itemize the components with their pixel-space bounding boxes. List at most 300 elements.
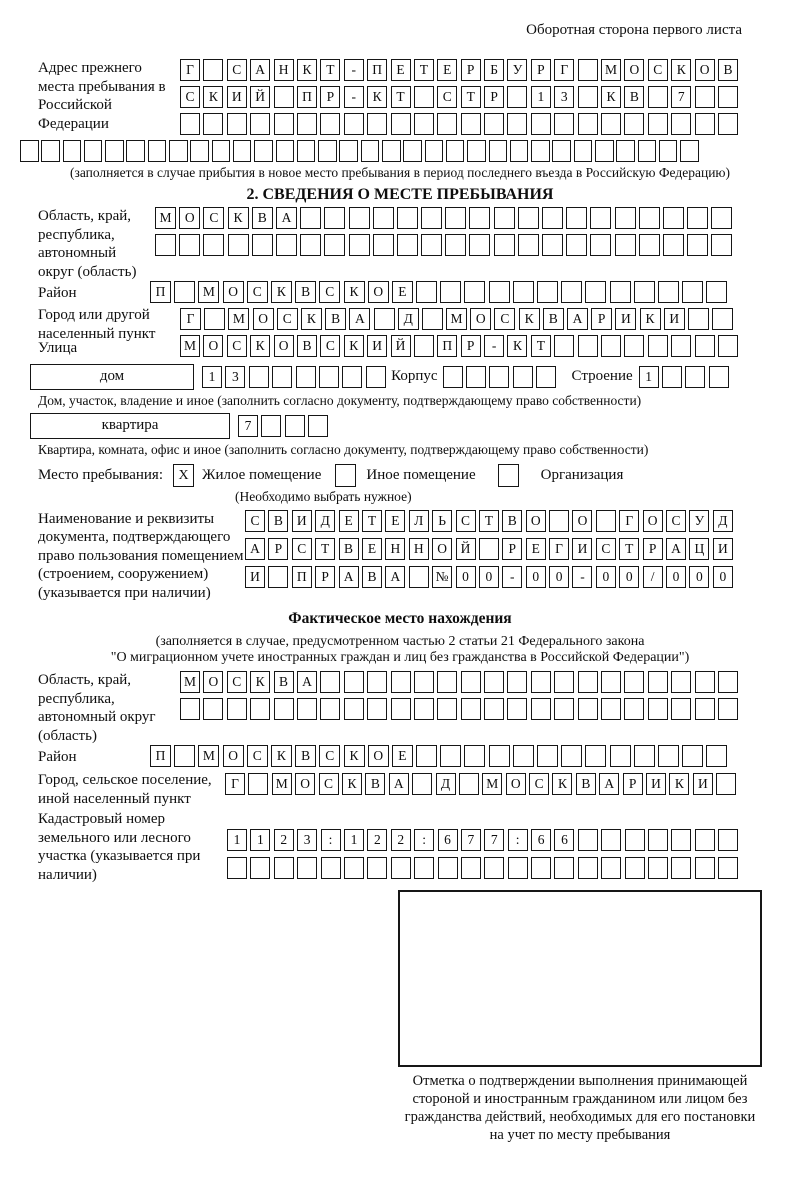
char-box: К (250, 671, 270, 693)
stay-type-checkbox-organization (498, 464, 519, 487)
char-box (391, 113, 411, 135)
char-box (537, 745, 558, 767)
char-box (671, 698, 691, 720)
char-box (601, 671, 621, 693)
char-box: Й (391, 335, 411, 357)
char-box: С (180, 86, 200, 108)
char-box: С (319, 281, 340, 303)
char-box: О (470, 308, 491, 330)
char-box: С (227, 671, 247, 693)
char-box: Н (409, 538, 429, 560)
char-box (126, 140, 145, 162)
char-box (339, 140, 358, 162)
char-box (397, 207, 418, 229)
stay-type-note: (Необходимо выбрать нужное) (235, 488, 412, 504)
char-box (671, 671, 691, 693)
char-box: 0 (526, 566, 546, 588)
char-box (639, 207, 660, 229)
char-box (274, 86, 294, 108)
char-box (671, 829, 691, 851)
char-box: М (446, 308, 467, 330)
char-box: Д (436, 773, 456, 795)
char-box (489, 366, 509, 388)
char-box (174, 745, 195, 767)
char-box: Е (339, 510, 359, 532)
char-box (190, 140, 209, 162)
house-box: дом (30, 364, 194, 390)
char-box: О (203, 671, 223, 693)
char-box (513, 281, 534, 303)
char-box: Д (315, 510, 335, 532)
char-box (518, 207, 539, 229)
street-block (0, 335, 800, 358)
char-box (105, 140, 124, 162)
char-box (554, 698, 574, 720)
char-box (467, 140, 486, 162)
char-box (566, 234, 587, 256)
char-box (595, 140, 614, 162)
char-box (662, 366, 682, 388)
city-row (180, 306, 736, 330)
char-box (297, 140, 316, 162)
char-box (180, 113, 200, 135)
char-box: 3 (297, 829, 317, 851)
char-box (671, 113, 691, 135)
char-box (349, 234, 370, 256)
char-box (367, 113, 387, 135)
char-box (658, 281, 679, 303)
stroenie-label: Строение (571, 368, 633, 385)
char-box (601, 829, 621, 851)
char-box (624, 698, 644, 720)
char-box: О (526, 510, 546, 532)
page-corner-note: Оборотная сторона первого листа (526, 22, 742, 38)
char-box: В (295, 745, 316, 767)
char-box: В (543, 308, 564, 330)
char-box (403, 140, 422, 162)
char-box (531, 671, 551, 693)
char-box: 3 (554, 86, 574, 108)
prev-address-note: (заполняется в случае прибытия в новое место пребывания в период последнего въезда в Российскую Федерацию) (69, 165, 731, 180)
char-box: К (342, 773, 362, 795)
char-box (494, 207, 515, 229)
char-box (252, 234, 273, 256)
char-box (397, 234, 418, 256)
char-box (489, 281, 510, 303)
char-box (344, 113, 364, 135)
char-box: 1 (227, 829, 247, 851)
char-box: - (344, 59, 364, 81)
char-box (300, 207, 321, 229)
prev-address-row-1 (180, 59, 741, 81)
stay-type-option-other-premises-label: Иное помещение (366, 466, 476, 483)
char-box (682, 281, 703, 303)
prev-address-row-4 (20, 140, 800, 162)
char-box (531, 698, 551, 720)
char-box (578, 857, 598, 879)
char-box: 2 (367, 829, 387, 851)
char-box (344, 671, 364, 693)
char-box: П (437, 335, 457, 357)
char-box (549, 510, 569, 532)
char-box (624, 335, 644, 357)
char-box (706, 281, 727, 303)
char-box: А (276, 207, 297, 229)
char-box (590, 207, 611, 229)
char-box (706, 745, 727, 767)
char-box (578, 113, 598, 135)
char-box (610, 745, 631, 767)
char-box: 0 (619, 566, 639, 588)
cadastre-block (0, 810, 800, 884)
char-box: 0 (479, 566, 499, 588)
document-label: Наименование и реквизиты документа, подтверждающего право пользования помещением (строением, сооружением) (указывается при наличии) (38, 510, 244, 601)
char-box (416, 281, 437, 303)
char-box (464, 281, 485, 303)
char-box (616, 140, 635, 162)
char-box (374, 308, 395, 330)
char-box: Е (392, 281, 413, 303)
char-box (484, 113, 504, 135)
char-box: О (274, 335, 294, 357)
char-box: 1 (202, 366, 222, 388)
char-box (638, 140, 657, 162)
char-box (285, 415, 305, 437)
char-box: Р (268, 538, 288, 560)
char-box: А (245, 538, 265, 560)
house-number-row (202, 366, 389, 388)
char-box: С (456, 510, 476, 532)
char-box (469, 234, 490, 256)
char-box: Т (414, 59, 434, 81)
actual-city-label: Город, сельское поселение, иной населенный пункт (38, 772, 212, 807)
char-box (169, 140, 188, 162)
char-box (695, 698, 715, 720)
char-box (446, 140, 465, 162)
char-box: Т (461, 86, 481, 108)
char-box (179, 234, 200, 256)
char-box (561, 281, 582, 303)
char-box: С (529, 773, 549, 795)
stay-type-checkbox-residential: X (173, 464, 194, 487)
cadastre-row-1 (227, 829, 742, 851)
char-box: С (292, 538, 312, 560)
district-row (150, 281, 731, 303)
char-box (682, 745, 703, 767)
char-box: 0 (689, 566, 709, 588)
char-box: У (507, 59, 527, 81)
char-box (508, 857, 528, 879)
char-box: 6 (438, 829, 458, 851)
char-box (709, 366, 729, 388)
char-box: Е (385, 510, 405, 532)
char-box (227, 113, 247, 135)
char-box (518, 234, 539, 256)
char-box (578, 335, 598, 357)
char-box (20, 140, 39, 162)
char-box: 0 (666, 566, 686, 588)
char-box: И (227, 86, 247, 108)
char-box (421, 234, 442, 256)
char-box: Е (437, 59, 457, 81)
char-box: Г (619, 510, 639, 532)
char-box: 0 (549, 566, 569, 588)
char-box: / (643, 566, 663, 588)
char-box (578, 671, 598, 693)
char-box (296, 366, 316, 388)
char-box (648, 698, 668, 720)
char-box: К (519, 308, 540, 330)
char-box (554, 857, 574, 879)
char-box: А (339, 566, 359, 588)
char-box: И (615, 308, 636, 330)
char-box (459, 773, 479, 795)
char-box: А (567, 308, 588, 330)
char-box (437, 113, 457, 135)
char-box: И (664, 308, 685, 330)
char-box: И (367, 335, 387, 357)
actual-location-note-2: "О миграционном учете иностранных граждан и лиц без гражданства в Российской Федерации") (110, 650, 690, 665)
char-box (391, 857, 411, 879)
stay-type-block (0, 464, 800, 487)
char-box: Р (643, 538, 663, 560)
char-box: М (180, 671, 200, 693)
char-box: О (179, 207, 200, 229)
char-box: О (506, 773, 526, 795)
char-box (494, 234, 515, 256)
char-box: С (247, 281, 268, 303)
char-box (625, 829, 645, 851)
char-box: С (277, 308, 298, 330)
char-box: Р (461, 335, 481, 357)
char-box (648, 829, 668, 851)
stay-type-label: Место пребывания: (38, 466, 163, 483)
char-box (276, 140, 295, 162)
region-block (0, 207, 800, 281)
char-box: 2 (391, 829, 411, 851)
char-box: В (339, 538, 359, 560)
house-note: Дом, участок, владение и иное (заполнить согласно документу, подтверждающему право собственности) (38, 392, 642, 408)
char-box (41, 140, 60, 162)
char-box (324, 234, 345, 256)
char-box (578, 829, 598, 851)
char-box (344, 857, 364, 879)
char-box (414, 113, 434, 135)
char-box (321, 857, 341, 879)
char-box: Н (274, 59, 294, 81)
char-box: М (198, 745, 219, 767)
char-box: В (268, 510, 288, 532)
char-box (610, 281, 631, 303)
char-box (367, 857, 387, 879)
char-box: Л (409, 510, 429, 532)
char-box: : (414, 829, 434, 851)
char-box (510, 140, 529, 162)
city-label: Город или другой населенный пункт (38, 307, 156, 342)
district-label: Район (38, 285, 77, 301)
char-box (615, 234, 636, 256)
char-box (272, 366, 292, 388)
char-box: 6 (531, 829, 551, 851)
char-box (414, 671, 434, 693)
char-box (685, 366, 705, 388)
char-box (461, 698, 481, 720)
char-box: О (368, 745, 389, 767)
house-block (0, 364, 800, 390)
char-box: С (227, 59, 247, 81)
char-box (507, 698, 527, 720)
char-box (440, 745, 461, 767)
char-box (349, 207, 370, 229)
char-box (300, 234, 321, 256)
apartment-number-row (238, 415, 332, 437)
char-box: 7 (671, 86, 691, 108)
char-box (554, 335, 574, 357)
korpus-label: Корпус (391, 368, 438, 385)
prev-address-block (0, 59, 800, 135)
section2-title: 2. СВЕДЕНИЯ О МЕСТЕ ПРЕБЫВАНИЯ (246, 186, 554, 203)
char-box: Ь (432, 510, 452, 532)
char-box (601, 335, 621, 357)
char-box (536, 366, 556, 388)
char-box: К (640, 308, 661, 330)
char-box (596, 510, 616, 532)
stay-type-option-organization-label: Организация (540, 466, 624, 483)
char-box (634, 745, 655, 767)
char-box: К (297, 59, 317, 81)
char-box: Е (362, 538, 382, 560)
char-box (718, 698, 738, 720)
char-box (578, 698, 598, 720)
char-box (421, 207, 442, 229)
actual-region-row-1 (180, 671, 741, 693)
char-box (204, 308, 225, 330)
char-box (507, 113, 527, 135)
char-box (297, 857, 317, 879)
char-box (297, 698, 317, 720)
char-box: О (295, 773, 315, 795)
char-box (203, 59, 223, 81)
char-box: М (228, 308, 249, 330)
char-box (297, 113, 317, 135)
char-box: Е (391, 59, 411, 81)
char-box (438, 857, 458, 879)
char-box: П (150, 281, 171, 303)
char-box: Т (479, 510, 499, 532)
prev-address-row-3 (180, 113, 741, 135)
char-box: 0 (456, 566, 476, 588)
char-box (688, 308, 709, 330)
document-row-1 (245, 510, 736, 532)
char-box (461, 113, 481, 135)
char-box: В (365, 773, 385, 795)
actual-region-block (0, 671, 800, 745)
char-box (445, 234, 466, 256)
char-box (227, 698, 247, 720)
char-box: 3 (225, 366, 245, 388)
char-box (624, 671, 644, 693)
char-box: М (272, 773, 292, 795)
char-box: - (502, 566, 522, 588)
char-box: Р (623, 773, 643, 795)
char-box (687, 234, 708, 256)
char-box (425, 140, 444, 162)
char-box (63, 140, 82, 162)
char-box: П (297, 86, 317, 108)
char-box: Т (619, 538, 639, 560)
char-box: П (367, 59, 387, 81)
char-box (484, 857, 504, 879)
document-row-3 (245, 566, 736, 588)
char-box (718, 671, 738, 693)
char-box: А (389, 773, 409, 795)
char-box (479, 538, 499, 560)
region-row-2 (155, 234, 736, 256)
char-box (625, 857, 645, 879)
char-box (391, 698, 411, 720)
char-box (695, 335, 715, 357)
char-box (249, 366, 269, 388)
char-box: В (362, 566, 382, 588)
char-box (585, 281, 606, 303)
char-box: С (648, 59, 668, 81)
char-box: Г (180, 308, 201, 330)
char-box: О (432, 538, 452, 560)
char-box (254, 140, 273, 162)
actual-district-row (150, 745, 731, 767)
char-box (680, 140, 699, 162)
char-box: В (576, 773, 596, 795)
korpus-row (443, 366, 560, 388)
char-box: И (713, 538, 733, 560)
char-box (585, 745, 606, 767)
char-box: 7 (238, 415, 258, 437)
char-box (367, 671, 387, 693)
char-box: В (252, 207, 273, 229)
char-box: М (180, 335, 200, 357)
char-box (513, 366, 533, 388)
char-box (671, 857, 691, 879)
char-box (203, 234, 224, 256)
stamp-caption: Отметка о подтверждении выполнения принимающей стороной и иностранным гражданином или лицом без гражданства действий, необходимых для его постановки на учет по месту пребывания (404, 1073, 756, 1143)
char-box: И (693, 773, 713, 795)
char-box (695, 857, 715, 879)
char-box (489, 745, 510, 767)
char-box (409, 566, 429, 588)
char-box (250, 857, 270, 879)
char-box (695, 86, 715, 108)
char-box: А (666, 538, 686, 560)
char-box: К (367, 86, 387, 108)
char-box: № (432, 566, 452, 588)
char-box: С (319, 745, 340, 767)
actual-region-row-2 (180, 698, 741, 720)
char-box (578, 86, 598, 108)
char-box (437, 698, 457, 720)
char-box (308, 415, 328, 437)
char-box (634, 281, 655, 303)
char-box: Г (549, 538, 569, 560)
char-box (542, 207, 563, 229)
char-box: - (484, 335, 504, 357)
char-box: К (552, 773, 572, 795)
char-box (440, 281, 461, 303)
char-box: 2 (274, 829, 294, 851)
char-box (531, 857, 551, 879)
stay-type-option-residential-label: Жилое помещение (202, 466, 322, 483)
char-box (590, 234, 611, 256)
char-box (414, 335, 434, 357)
